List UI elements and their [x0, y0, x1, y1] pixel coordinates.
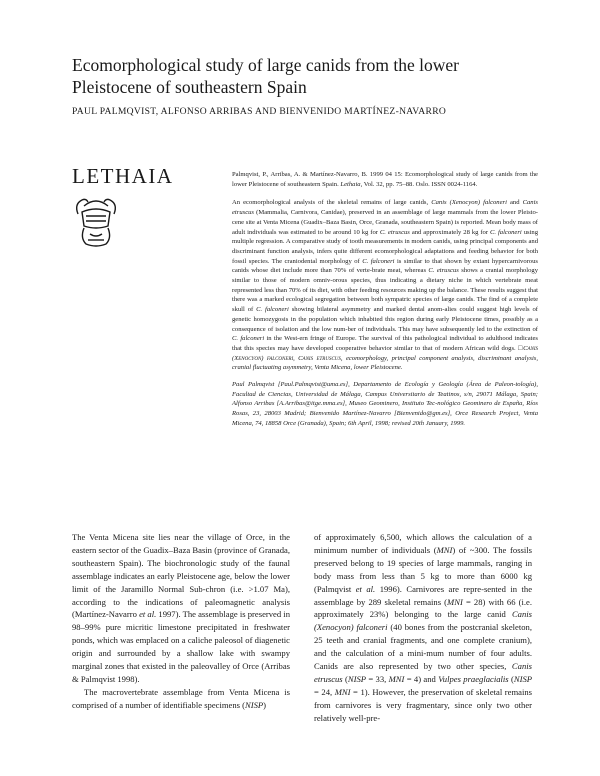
body-paragraph: The Venta Micena site lies near the village of Orce, in the eastern sector of the Guadix–Baza Basin (province of Granada, southeastern Spain). The biochronologic study of the faunal assemblage indicates an early Pleistocene age, below the lower limit of the Jaramillo Normal Sub-chron (i.e. >1.07 Ma), according to the indications of paleomagnetic analysis (Martínez-Navarro et al. 1997). The assemblage is preserved in 98–99% pure micritic limestone precipitated in freshwater ponds, which was emplaced on a caliche paleosol of diagenetic origin and surrounded by a shallow lake with swampy marginal zones that existed in the paleovalley of Orce (Arribas & Palmqvist 1998). — [72, 532, 290, 684]
author-affiliations: Paul Palmqvist [Paul.Palmqvist@uma.es], Departamento de Ecología y Geología (Área de Paleon-tología), Facultad de Ciencias, Universidad de Málaga, Campus Universitario de Teatinos, s/n, 29071 Málaga, Spain; Alfonso Arribas [A.Arribas@itge.mma.es], Museo Geominero, Instituto Tec-nológico Geominero de España, Ríos Rosas, 23, 28003 Madrid; Bienvenido Martínez-Navarro [Bienvenido@gm.es], Orce Research Project, Venta Micena, 74, 18858 Orce (Granada), Spain; 6th April, 1998; revised 20th January, 1999. — [232, 381, 538, 427]
citation: Palmqvist, P., Arribas, A. & Martínez-Navarro, B. 1999 04 15: Ecomorphological study of large canids from the lower Pleistocene of southeastern Spain. Lethaia, Vol. 32, pp. 75–88. Oslo. ISSN 0024-1164. — [232, 171, 538, 188]
keywords: □Canis (Xenocyon) falconeri, Canis etruscus, ecomorphology, principal component analysis, discriminant analysis, cranial fluctuating asymmetry, Venta Micena, lower Pleistocene. — [232, 343, 539, 372]
abstract-column — [232, 170, 538, 429]
paper-title: Ecomorphological study of large canids from the lower Pleistocene of southeastern Spain — [72, 55, 459, 97]
body-paragraph: of approximately 6,500, which allows the calculation of a minimum number of individuals (MNI) of ~300. The fossils preserved belong to 19 species of large mammals, ranging in body mass from less than 5 kg to more than 6000 kg (Palmqvist et al. 1996). Carnivores are repre-sented in the assemblage by 289 skeletal remains (MNI = 28) with 66 (i.e. approximately 23%) belonging to the large canid Canis (Xenocyon) falconeri (40 bones from the postcranial skeleton, 25 teeth and cranial fragments, and one complete cranium), and the calculation of a mini-mum number of four adults. Canids are also represented by two other species, Canis etruscus (NISP = 33, MNI = 4) and Vulpes praeglacialis (NISP = 24, MNI = 1). However, the preservation of skeletal remains from carnivores is very fragmentary, since only two other relatively well-pre- — [314, 532, 533, 723]
body-paragraph: The macrovertebrate assemblage from Venta Micena is comprised of a number of identifiable specimens (NISP) — [72, 686, 290, 710]
body-column-right — [314, 531, 532, 725]
author-list: PAUL PALMQVIST, ALFONSO ARRIBAS AND BIENVENIDO MARTÍNEZ-NAVARRO — [72, 106, 447, 117]
abstract: An ecomorphological analysis of the skeletal remains of large canids, Canis (Xenocyon) falconeri and Canis etruscus (Mammalia, Carnivora, Canidae), preserved in an assemblage of large mammals from the lower Pleisto-cene site at Venta Micena (Guadix–Baza Basin, Orce, Granada, southeastern Spain) is reported. Mean body mass of adult individuals was estimated to be around 10 kg for C. etruscus and approximately 28 kg for C. falconeri using multiple regression. A comparative study of tooth measurements in modern canids, using principal components and discriminant function analysis, infers quite different ecomorphological adaptations and feeding behavior for both fossil species. The craniodental morphology of C. falconeri is similar to that shown by extant hypercarnivorous canids whose diet include more than 70% of verte-brate meat, whereas C. etruscus shows a cranial morphology similar to those of modern omniv-orous species, thus indicating a dietary niche in which vertebrate meat represented less than 70% of its diet, with other feeding resources making up the balance. These results suggest that there was a marked ecological segregation between both sympatric species of large canids. The find of a complete skull of C. falconeri showing bilateral asymmetry and marked dental anom-alies could suggest high levels of genetic homozygosis in the population which inhabited this region during early Pleistocene times, possibly as a consequence of isolation and the low num-ber of individuals. This may have subsequently led to the extinction of C. falconeri in the West-ern fringe of Europe. The survival of this pathological individual to adulthood indicates that this species may have developed cooperative behavior similar to that of modern African wild dogs. □Canis (Xenocyon) falconeri, Canis etruscus, ecomorphology, principal component analysis, discriminant analysis, cranial fluctuating asymmetry, Venta Micena, lower Pleistocene. — [232, 199, 539, 372]
journal-name: LETHAIA — [72, 164, 174, 188]
body-column-left — [72, 531, 290, 712]
keyword-box-icon: □ — [518, 343, 524, 352]
lethaia-logo-icon — [70, 192, 122, 250]
